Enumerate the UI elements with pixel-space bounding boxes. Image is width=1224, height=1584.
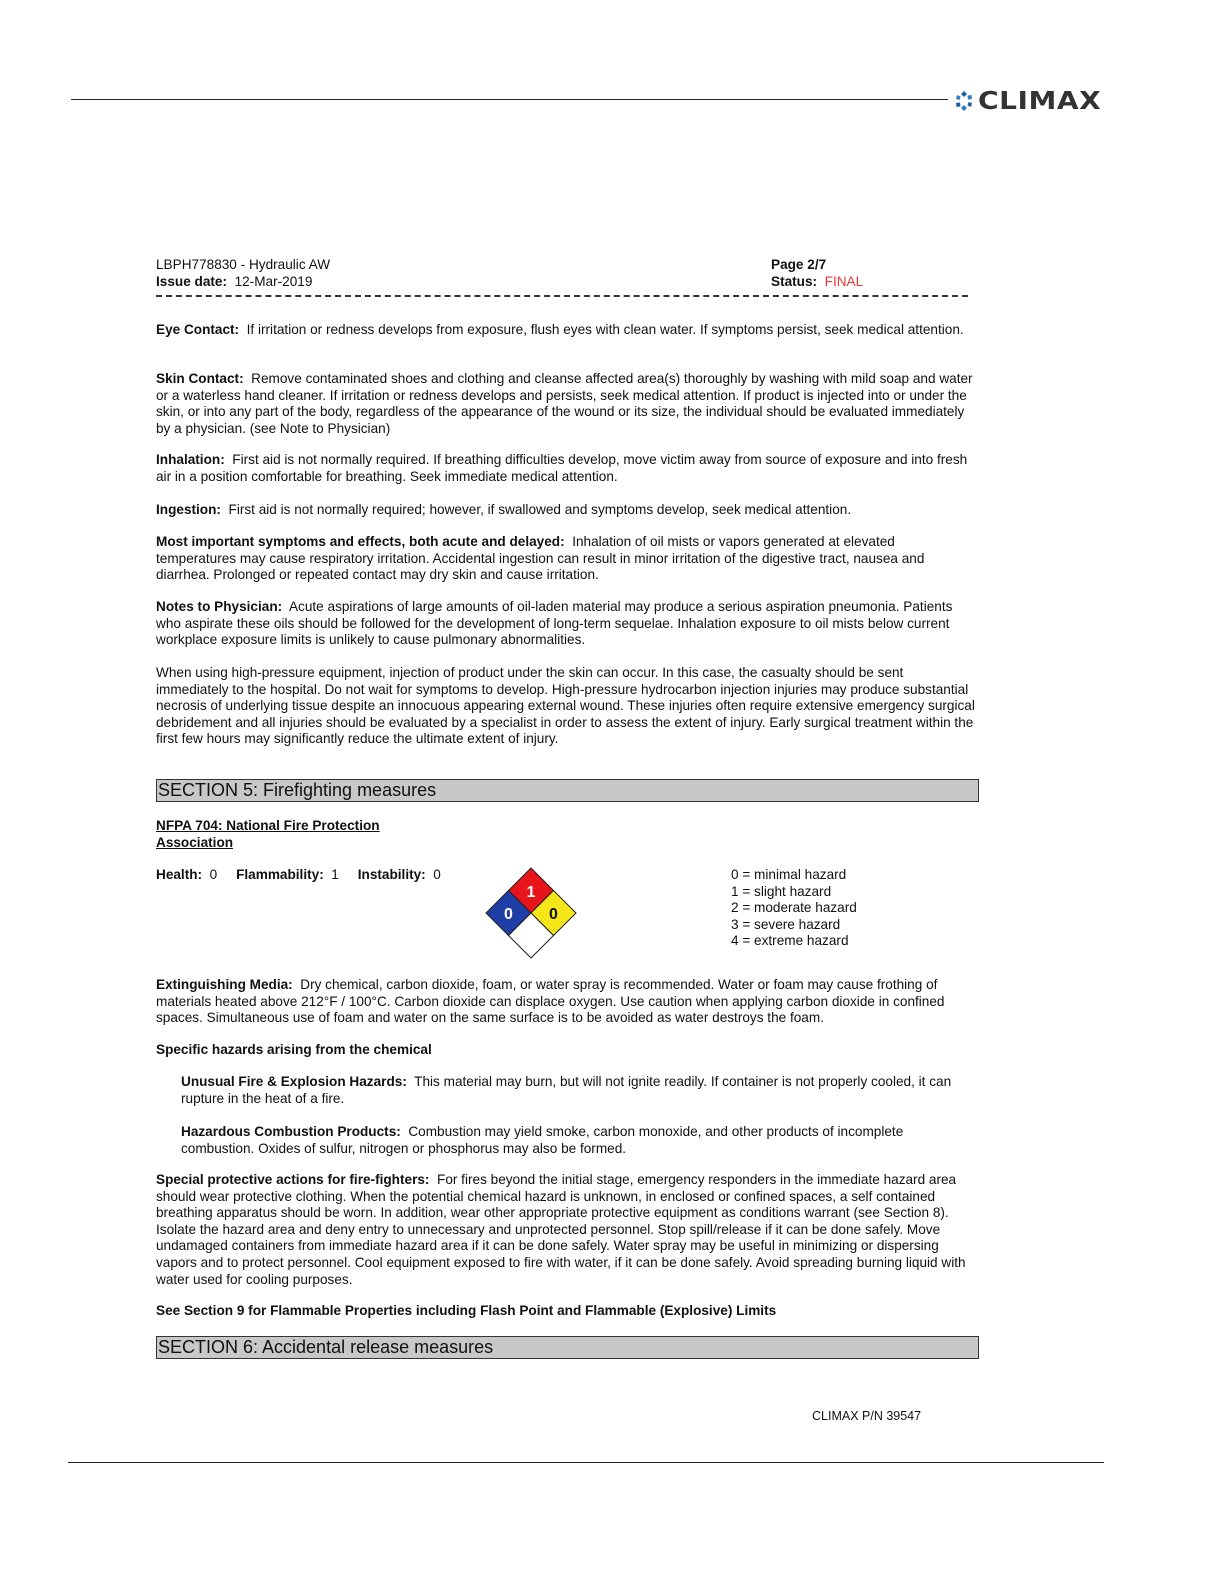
protective-actions-label: Special protective actions for fire-fighters: [156,1172,430,1187]
physician-notes-text: Acute aspirations of large amounts of oil-laden material may produce a serious aspiration pneumonia. Patients who aspirate these oils should be followed for the development of long-term sequelae. Inhalation exposure to oil mists below current workplace exposure limits is unlikely to cause pulmonary abnormalities. [156,599,953,648]
eye-contact-text: If irritation or redness develops from exposure, flush eyes with clean water. If symptoms persist, seek medical attention. [246,322,964,337]
page-number: Page 2/7 [771,257,827,272]
physician-notes-label: Notes to Physician: [156,599,283,614]
status-row [771,274,863,291]
footer-rule [68,1462,1104,1463]
ingestion-paragraph [156,502,978,519]
inhalation-text: First aid is not normally required. If breathing difficulties develop, move victim away from source of exposure and into fresh air in a position comfortable for breathing. Seek immediate medical attention. [156,452,968,484]
eye-contact-label: Eye Contact: [156,322,240,337]
flammability-value: 1 [331,867,339,882]
protective-actions-paragraph [156,1172,978,1288]
see-section-9-note: See Section 9 for Flammable Properties including Flash Point and Flammable (Explosive) Limits [156,1303,777,1318]
legend-item: 1 = slight hazard [731,883,832,899]
symptoms-paragraph [156,534,978,584]
issue-date-value: 12-Mar-2019 [234,273,313,289]
nfpa-ratings [156,867,441,884]
extinguishing-media-text: Dry chemical, carbon dioxide, foam, or water spray is recommended. Water or foam may cause frothing of materials heated above 212°F / 100°C. Carbon dioxide can displace oxygen. Use caution when applying carbon dioxide in confined spaces. Simultaneous use of foam and water on the same surface is to be avoided as water destroys the foam. [156,977,945,1026]
issue-date-row [156,274,330,291]
logo-wordmark: CLIMAX [978,85,1102,115]
physician-notes-paragraph [156,599,978,649]
nfpa-instability-number: 0 [549,906,558,923]
flammability-label: Flammability: [236,867,324,882]
climax-logo [953,85,1102,115]
header-dashed-divider [156,295,968,297]
symptoms-text: Inhalation of oil mists or vapors generated at elevated temperatures may cause respiratory irritation. Accidental ingestion can result in minor irritation of the digestive tract, nausea and diarrhea. Prolonged or repeated contact may dry skin and cause irritation. [156,534,925,583]
product-line: LBPH778830 - Hydraulic AW [156,257,331,272]
nfpa-health-number: 0 [504,906,513,923]
document-header-left [156,257,330,290]
extinguishing-media-label: Extinguishing Media: [156,977,293,992]
eye-contact-paragraph [156,322,978,339]
nfpa-title: NFPA 704: National Fire Protection Association [156,818,380,850]
combustion-products-label: Hazardous Combustion Products: [181,1124,401,1139]
symptoms-label: Most important symptoms and effects, both acute and delayed: [156,534,565,549]
combustion-products-text: Combustion may yield smoke, carbon monoxide, and other products of incomplete combustion. Oxides of sulfur, nitrogen or phosphorus may also be formed. [181,1124,904,1156]
legend-item: 3 = severe hazard [731,916,841,932]
skin-contact-text: Remove contaminated shoes and clothing and cleanse affected area(s) thoroughly by washing with mild soap and water or a waterless hand cleaner. If irritation or redness develops and persists, seek medical attention. If product is injected into or under the skin, or into any part of the body, regardless of the appearance of the wound or its size, the individual should be evaluated immediately by a physician. (see Note to Physician) [156,371,973,436]
climax-logo-mark-icon [953,90,975,112]
health-label: Health: [156,867,203,882]
unusual-hazards-text: This material may burn, but will not ignite readily. If container is not properly cooled, it can rupture in the heat of a fire. [181,1074,952,1106]
legend-item: 0 = minimal hazard [731,867,847,882]
status-value: FINAL [824,273,864,289]
skin-contact-label: Skin Contact: [156,371,244,386]
section-6-heading: SECTION 6: Accidental release measures [156,1336,979,1359]
ingestion-label: Ingestion: [156,502,221,517]
document-header-right [771,257,863,290]
skin-contact-paragraph [156,371,978,437]
instability-label: Instability: [357,867,426,882]
unusual-hazards-label: Unusual Fire & Explosion Hazards: [181,1074,407,1089]
extinguishing-media-paragraph [156,977,978,1027]
section-5-heading: SECTION 5: Firefighting measures [156,779,979,802]
legend-item: 4 = extreme hazard [731,933,849,949]
status-label: Status: [771,273,818,289]
inhalation-label: Inhalation: [156,452,225,467]
nfpa-diamond [485,867,577,959]
ingestion-text: First aid is not normally required; however, if swallowed and symptoms develop, seek medical attention. [228,502,852,517]
hazard-legend [731,867,857,950]
inhalation-paragraph [156,452,978,485]
specific-hazards-heading: Specific hazards arising from the chemical [156,1042,432,1057]
health-value: 0 [209,867,218,882]
legend-item: 2 = moderate hazard [731,900,857,916]
instability-value: 0 [433,867,441,882]
header-rule [71,99,948,100]
unusual-hazards-paragraph [181,1074,971,1107]
nfpa-flammability-number: 1 [526,884,536,901]
issue-date-label: Issue date: [156,273,228,289]
protective-actions-text: For fires beyond the initial stage, emergency responders in the immediate hazard area should wear protective clothing. When the potential chemical hazard is unknown, in enclosed or confined spaces, a self contained breathing apparatus should be worn. In addition, wear other appropriate protective equipment as conditions warrant (see Section 8). Isolate the hazard area and deny entry to unnecessary and unprotected personnel. Stop spill/release if it can be done safely. Move undamaged containers from immediate hazard area if it can be done safely. Water spray may be useful in minimizing or dispersing vapors and to protect personnel. Cool equipment exposed to fire with water, if it can be done safely. Avoid spreading burning liquid with water used for cooling purposes. [156,1172,966,1287]
high-pressure-paragraph: When using high-pressure equipment, injection of product under the skin can occur. In this case, the casualty should be sent immediately to the hospital. Do not wait for symptoms to develop. High-pressure hydrocarbon injection injuries may produce substantial necrosis of underlying tissue despite an innocuous appearing external wound. These injuries often require extensive emergency surgical debridement and all injuries should be evaluated by a specialist in order to assess the extent of injury. Early surgical treatment within the first few hours may significantly reduce the ultimate extent of injury. [156,665,975,747]
footer-part-number: CLIMAX P/N 39547 [812,1409,922,1423]
combustion-products-paragraph [181,1124,971,1157]
